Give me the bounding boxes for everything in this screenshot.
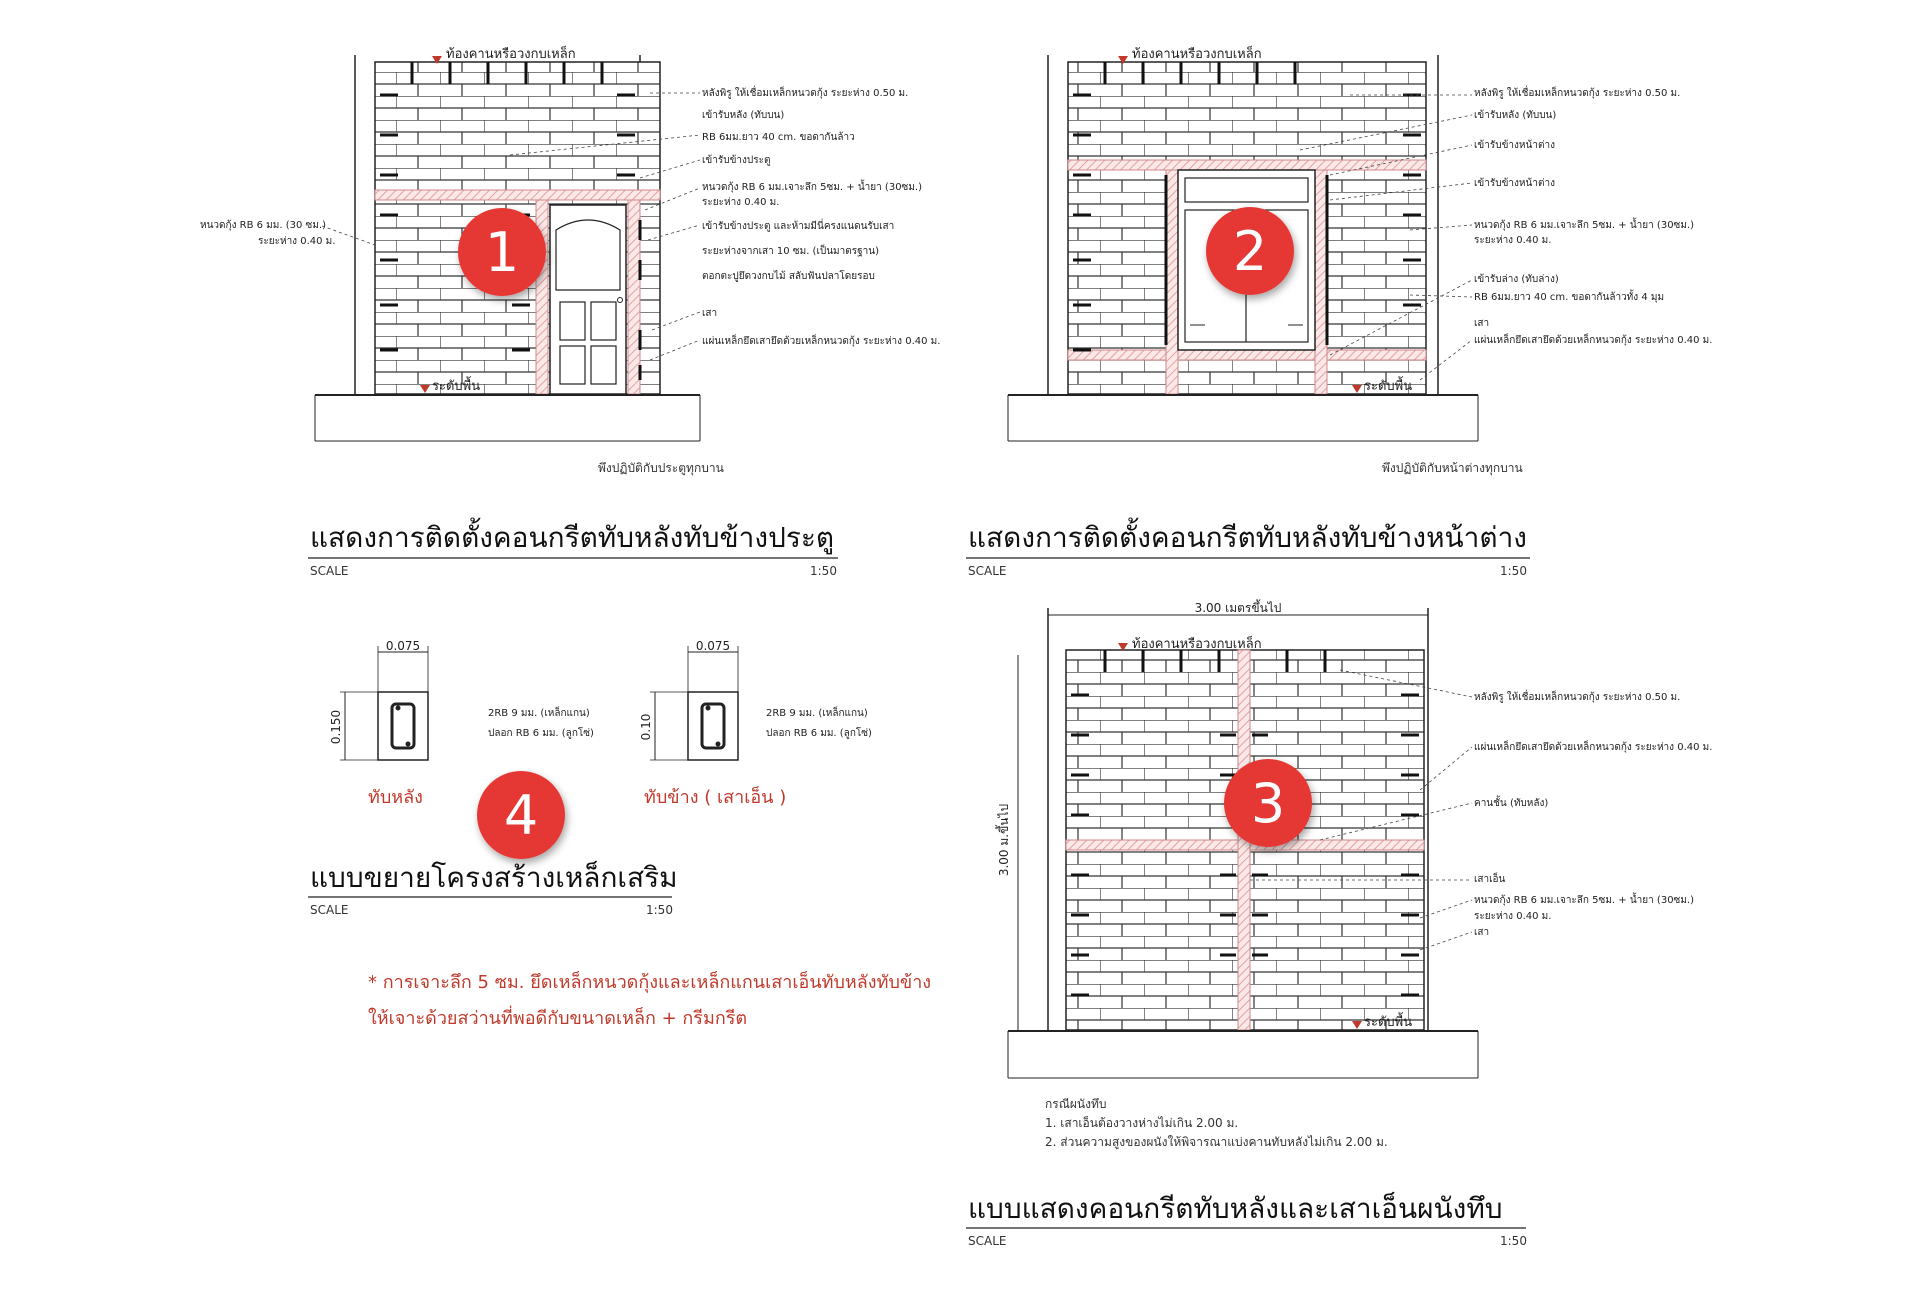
panel-solid-wall: [966, 599, 1712, 1248]
svg-text:หนวดกุ้ง RB 6 มม.เจาะลึก 5ซม.: หนวดกุ้ง RB 6 มม.เจาะลึก 5ซม. + น้ำยา (30ซม.): [702, 182, 923, 193]
badge-2: [1206, 207, 1294, 295]
svg-text:RB 6มม.ยาว 40 cm. ขอดากันล้าวท: RB 6มม.ยาว 40 cm. ขอดากันล้าวทั้ง 4 มุม: [1474, 292, 1665, 303]
svg-text:1. เสาเอ็นต้องวางห่างไม่เกิน 2: 1. เสาเอ็นต้องวางห่างไม่เกิน 2.00 ม.: [1045, 1116, 1239, 1130]
window-scale-value: 1:50: [1500, 564, 1527, 578]
svg-text:หลังพิรู ให้เชื่อมเหล็กหนวดกุ้: หลังพิรู ให้เชื่อมเหล็กหนวดกุ้ง ระยะห่าง 0.50 ม.: [1474, 88, 1681, 99]
svg-text:เข้ารับหลัง (ทับบน): เข้ารับหลัง (ทับบน): [1474, 110, 1557, 121]
svg-text:2. ส่วนความสูงของผนังให้พิจารณ: 2. ส่วนความสูงของผนังให้พิจารณาแบ่งคานทับหลังไม่เกิน 2.00 ม.: [1045, 1135, 1388, 1149]
svg-text:เสา: เสา: [1474, 318, 1490, 329]
badge-1: [458, 208, 546, 296]
detail-stiffener: [639, 639, 872, 808]
beam-bottom-label: ท้องคานหรือวงกบเหล็ก: [1132, 47, 1262, 62]
side-post-right: [628, 200, 640, 394]
svg-text:ระยะห่าง 0.40 ม.: ระยะห่าง 0.40 ม.: [702, 197, 780, 208]
svg-text:ปลอก RB 6 มม. (ลูกโซ่): ปลอก RB 6 มม. (ลูกโซ่): [766, 728, 872, 739]
svg-text:2RB 9 มม. (เหล็กแกน): 2RB 9 มม. (เหล็กแกน): [488, 708, 590, 719]
svg-text:แผ่นเหล็กยึดเสายึดด้วยเหล็กหนว: แผ่นเหล็กยึดเสายึดด้วยเหล็กหนวดกุ้ง ระยะห่าง 0.40 ม.: [702, 336, 941, 347]
svg-text:เสา: เสา: [1474, 927, 1490, 938]
svg-text:2RB 9 มม. (เหล็กแกน): 2RB 9 มม. (เหล็กแกน): [766, 708, 868, 719]
svg-text:หลังพิรู ให้เชื่อมเหล็กหนวดกุ้: หลังพิรู ให้เชื่อมเหล็กหนวดกุ้ง ระยะห่าง 0.50 ม.: [702, 88, 909, 99]
detail-lintel: [329, 639, 594, 808]
door-note: พึงปฏิบัติกับประตูทุกบาน: [598, 461, 724, 475]
window-scale-label: SCALE: [968, 564, 1007, 578]
floor-level-label: ระดับพื้น: [432, 379, 481, 394]
lintel-band: [375, 190, 660, 200]
svg-text:คานชั้น (ทับหลัง): คานชั้น (ทับหลัง): [1474, 798, 1549, 809]
panel2-annotations: [1474, 85, 1712, 346]
svg-text:เข้ารับข้างประตู และห้ามมีนี่ค: เข้ารับข้างประตู และห้ามมีนี่ครงแนดนรับเสา: [702, 221, 895, 232]
badge-3: [1224, 759, 1312, 847]
badge-4: [477, 771, 565, 859]
floor-level-label: ระดับพื้น: [1364, 1015, 1413, 1030]
door-scale-label: SCALE: [310, 564, 349, 578]
side-post-right: [1315, 170, 1327, 394]
svg-text:เข้ารับข้างประตู: เข้ารับข้างประตู: [702, 155, 771, 166]
svg-text:ตอกตะปูยึดวงกบไม้ สลับฟันปลาโด: ตอกตะปูยึดวงกบไม้ สลับฟันปลาโดยรอบ: [702, 271, 875, 282]
window-title: แสดงการติดตั้งคอนกรีตทับหลังทับข้างหน้าต่าง: [968, 521, 1527, 554]
svg-text:ปลอก RB 6 มม. (ลูกโซ่): ปลอก RB 6 มม. (ลูกโซ่): [488, 728, 594, 739]
svg-text:3: 3: [1250, 772, 1286, 835]
solid-wall-scale-label: SCALE: [968, 1234, 1007, 1248]
reinforcement-scale-value: 1:50: [646, 903, 673, 917]
lintel-band: [1068, 160, 1426, 170]
svg-text:เข้ารับข้างหน้าต่าง: เข้ารับข้างหน้าต่าง: [1474, 140, 1555, 151]
width-dimension: 3.00 เมตรขึ้นไป: [1194, 601, 1282, 615]
solid-wall-title: แบบแสดงคอนกรีตทับหลังและเสาเอ็นผนังทึบ: [968, 1192, 1503, 1225]
door-title: แสดงการติดตั้งคอนกรีตทับหลังทับข้างประตู: [310, 521, 835, 554]
svg-text:ระยะห่าง 0.40 ม.: ระยะห่าง 0.40 ม.: [1474, 235, 1552, 246]
svg-text:ทับข้าง ( เสาเอ็น ): ทับข้าง ( เสาเอ็น ): [644, 787, 787, 808]
window-note: พึงปฏิบัติกับหน้าต่างทุกบาน: [1382, 461, 1523, 475]
side-post-left: [1166, 170, 1178, 394]
svg-text:0.075: 0.075: [695, 639, 731, 653]
svg-text:ทับหลัง: ทับหลัง: [368, 787, 423, 808]
svg-text:เสา: เสา: [702, 308, 718, 319]
svg-text:1: 1: [484, 221, 520, 284]
svg-text:เข้ารับล่าง (ทับล่าง): เข้ารับล่าง (ทับล่าง): [1474, 274, 1559, 285]
beam-bottom-label: ท้องคานหรือวงกบเหล็ก: [1132, 637, 1262, 652]
svg-text:* การเจาะลึก 5 ซม. ยึดเหล็กหนว: * การเจาะลึก 5 ซม. ยึดเหล็กหนวดกุ้งและเหล็กแกนเสาเอ็นทับหลังทับข้าง: [368, 972, 932, 993]
height-dimension: 3.00 ม.ขึ้นไป: [997, 803, 1011, 877]
svg-text:แผ่นเหล็กยึดเสายึดด้วยเหล็กหนว: แผ่นเหล็กยึดเสายึดด้วยเหล็กหนวดกุ้ง ระยะห่าง 0.40 ม.: [1474, 335, 1713, 346]
svg-text:0.10: 0.10: [639, 713, 653, 741]
door: [550, 205, 626, 394]
svg-text:ให้เจาะด้วยสว่านที่พอดีกับขนาด: ให้เจาะด้วยสว่านที่พอดีกับขนาดเหล็ก + กรีมกรีต: [368, 1008, 748, 1029]
svg-text:กรณีผนังทึบ: กรณีผนังทึบ: [1045, 1097, 1107, 1111]
svg-text:เข้ารับข้างหน้าต่าง: เข้ารับข้างหน้าต่าง: [1474, 178, 1555, 189]
sill-band: [1068, 350, 1426, 360]
svg-text:หนวดกุ้ง RB 6 มม.เจาะลึก 5ซม.: หนวดกุ้ง RB 6 มม.เจาะลึก 5ซม. + น้ำยา (30ซม.): [1474, 895, 1695, 906]
door-scale-value: 1:50: [810, 564, 837, 578]
beam-bottom-label: ท้องคานหรือวงกบเหล็ก: [446, 47, 576, 62]
svg-text:หนวดกุ้ง RB 6 มม.เจาะลึก 5ซม.: หนวดกุ้ง RB 6 มม.เจาะลึก 5ซม. + น้ำยา (30ซม.): [1474, 220, 1695, 231]
svg-text:หลังพิรู ให้เชื่อมเหล็กหนวดกุ้: หลังพิรู ให้เชื่อมเหล็กหนวดกุ้ง ระยะห่าง 0.50 ม.: [1474, 692, 1681, 703]
svg-text:RB 6มม.ยาว 40 cm. ขอดากันล้าว: RB 6มม.ยาว 40 cm. ขอดากันล้าว: [702, 132, 855, 143]
solid-wall-scale-value: 1:50: [1500, 1234, 1527, 1248]
reinforcement-title: แบบขยายโครงสร้างเหล็กเสริม: [310, 861, 678, 894]
svg-text:0.150: 0.150: [329, 709, 343, 745]
reinforcement-scale-label: SCALE: [310, 903, 349, 917]
panel-reinforcement-detail: [308, 639, 872, 917]
drilling-footnote: [368, 970, 931, 1029]
svg-text:หนวดกุ้ง RB 6 มม. (30 ซม.): หนวดกุ้ง RB 6 มม. (30 ซม.): [200, 220, 326, 231]
svg-text:2: 2: [1232, 220, 1268, 283]
panel3-annotations: [1474, 689, 1712, 938]
svg-text:ระยะห่างจากเสา 10 ซม. (เป็นมาต: ระยะห่างจากเสา 10 ซม. (เป็นมาตรฐาน): [702, 246, 879, 257]
svg-text:เข้ารับหลัง (ทับบน): เข้ารับหลัง (ทับบน): [702, 110, 785, 121]
svg-text:แผ่นเหล็กยึดเสายึดด้วยเหล็กหนว: แผ่นเหล็กยึดเสายึดด้วยเหล็กหนวดกุ้ง ระยะห่าง 0.40 ม.: [1474, 742, 1713, 753]
svg-text:4: 4: [503, 784, 539, 847]
floor-level-label: ระดับพื้น: [1364, 379, 1413, 394]
svg-text:ระยะห่าง 0.40 ม.: ระยะห่าง 0.40 ม.: [1474, 911, 1552, 922]
solid-wall-notes: [1045, 1097, 1388, 1150]
svg-text:ระยะห่าง 0.40 ม.: ระยะห่าง 0.40 ม.: [258, 236, 336, 247]
panel-window-lintel: [966, 44, 1712, 578]
panel-door-lintel: [200, 44, 940, 578]
svg-text:เสาเอ็น: เสาเอ็น: [1474, 874, 1506, 885]
svg-text:0.075: 0.075: [385, 639, 421, 653]
